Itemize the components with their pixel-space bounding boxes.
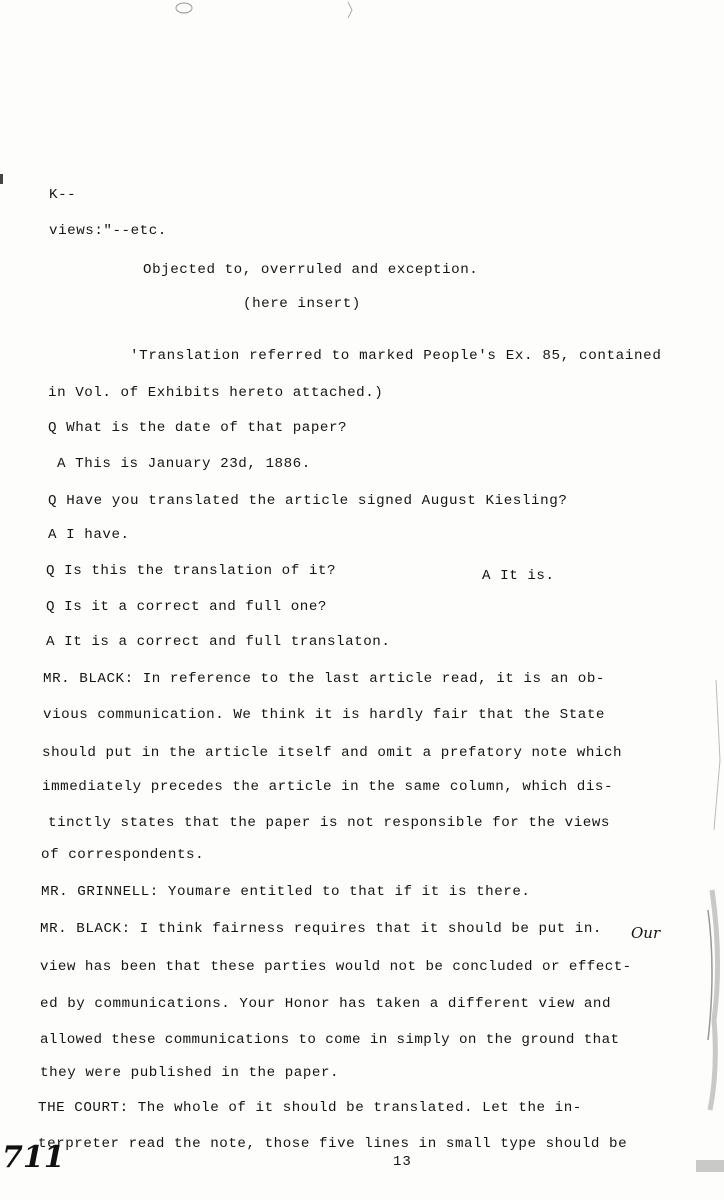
text-line: views:"--etc. [49,223,167,239]
text-line: K-- [49,187,77,203]
handwritten-insert: Our [631,924,661,942]
text-line: terpreter read the note, those five lines in small type should be [38,1136,628,1152]
text-line: Q Have you translated the article signed August Kiesling? [48,493,568,509]
text-line: Q Is this the translation of it? [46,563,337,579]
text-line: allowed these communications to come in simply on the ground that [40,1032,620,1048]
text-line: ed by communications. Your Honor has taken a different view and [40,996,612,1012]
text-line: MR. GRINNELL: Youmare entitled to that if it is there. [41,884,531,900]
text-line: Q Is it a correct and full one? [46,599,327,615]
text-line: of correspondents. [41,847,205,863]
text-line: MR. BLACK: In reference to the last article read, it is an ob- [43,671,605,687]
text-line: THE COURT: The whole of it should be translated. Let the in- [38,1100,582,1116]
text-line: vious communication. We think it is hardly fair that the State [43,707,605,723]
text-line: A I have. [48,527,130,543]
text-line: A It is a correct and full translaton. [46,634,391,650]
text-line: 'Translation referred to marked People's Ex. 85, contained [130,348,662,364]
scan-smudge-top [170,0,370,24]
text-line: in Vol. of Exhibits hereto attached.) [48,385,384,401]
scan-smudge-right [696,640,724,1200]
text-line: A This is January 23d, 1886. [57,456,311,472]
text-line: A It is. [482,568,555,584]
text-line: should put in the article itself and omit a prefatory note which [42,745,623,761]
text-line: Q What is the date of that paper? [48,420,348,436]
text-line: view has been that these parties would not be concluded or effect- [40,959,632,975]
margin-page-mark: 711 [2,1140,65,1175]
scan-mark-left [0,170,6,190]
text-line: tinctly states that the paper is not responsible for the views [48,815,610,831]
text-line: MR. BLACK: I think fairness requires that it should be put in. [40,921,602,937]
text-line: immediately precedes the article in the same column, which dis- [42,779,614,795]
text-line: Objected to, overruled and exception. [143,262,479,278]
text-line: (here insert) [243,296,361,312]
text-line: they were published in the paper. [40,1065,340,1081]
page-number: 13 [393,1154,412,1170]
